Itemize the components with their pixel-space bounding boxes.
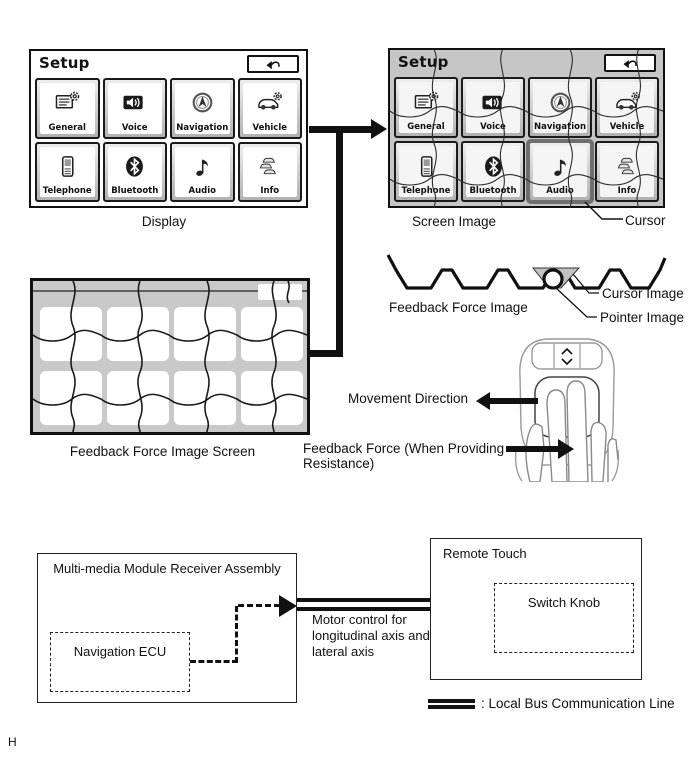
- tile-label: Info: [617, 186, 637, 196]
- general-icon: [413, 91, 440, 114]
- voice-icon: [121, 91, 148, 114]
- motor-control-note: Motor control for longitudinal axis and lateral axis: [312, 612, 430, 659]
- remote-touch-title: Remote Touch: [443, 546, 527, 561]
- cursor-label: Cursor: [625, 213, 666, 228]
- setup-tile-navigation[interactable]: [170, 78, 235, 139]
- feedback-force-label: Feedback Force (When Providing Resistance): [303, 441, 505, 471]
- vehicle-icon: [614, 91, 641, 114]
- setup-tile-vehicle[interactable]: [595, 77, 659, 138]
- tile-label: Bluetooth: [469, 186, 517, 196]
- receiver-assembly-title: Multi-media Module Receiver Assembly: [53, 561, 281, 576]
- navigation-ecu-label: Navigation ECU: [73, 644, 167, 659]
- setup-title: Setup: [39, 54, 90, 72]
- receiver-assembly-box: [37, 553, 297, 703]
- remote-touch-box: [430, 538, 642, 680]
- setup-tile-voice[interactable]: [103, 78, 168, 139]
- cursor-image-label: Cursor Image: [602, 286, 684, 301]
- general-icon: [54, 91, 81, 114]
- tile-label: Navigation: [534, 122, 586, 132]
- screen-image-header: [390, 50, 663, 76]
- tile-label: General: [407, 122, 445, 132]
- vehicle-icon: [256, 91, 283, 114]
- pointer-image-label: Pointer Image: [600, 310, 685, 325]
- legend-label: : Local Bus Communication Line: [481, 696, 675, 711]
- back-button[interactable]: [247, 55, 299, 73]
- telephone-icon: [54, 155, 81, 178]
- setup-tile-bluetooth[interactable]: [461, 141, 525, 202]
- pointer-image-circle: [544, 270, 562, 288]
- screen-image-panel: [388, 48, 665, 208]
- setup-title: Setup: [398, 53, 449, 71]
- back-icon: [262, 58, 284, 71]
- navigation-icon: [189, 91, 216, 114]
- telephone-icon: [413, 155, 440, 178]
- feedback-force-image-label: Feedback Force Image: [389, 300, 528, 315]
- setup-tile-telephone[interactable]: [35, 142, 100, 203]
- tile-label: General: [48, 122, 86, 133]
- setup-tile-general[interactable]: [394, 77, 458, 138]
- switch-knob-box: [494, 583, 634, 653]
- setup-tile-bluetooth[interactable]: [103, 142, 168, 203]
- page-marker: H: [8, 735, 17, 749]
- tile-label: Audio: [188, 186, 216, 196]
- tile-label: Vehicle: [609, 122, 645, 132]
- display-caption: Display: [141, 214, 187, 229]
- feedback-force-image-screen: [30, 278, 310, 435]
- feedback-screen-caption: Feedback Force Image Screen: [69, 444, 256, 459]
- tile-label: Telephone: [401, 186, 451, 196]
- back-button[interactable]: [604, 54, 656, 72]
- switch-knob-label: Switch Knob: [527, 595, 601, 610]
- tile-label: Vehicle: [252, 122, 288, 133]
- setup-tile-audio[interactable]: [170, 142, 235, 203]
- movement-direction-label: Movement Direction: [348, 391, 469, 406]
- info-icon: [256, 155, 283, 178]
- tile-label: Voice: [121, 122, 148, 133]
- cursor-leader-line: [580, 200, 625, 225]
- setup-tile-grid: [35, 78, 302, 202]
- navigation-icon: [547, 91, 574, 114]
- setup-tile-navigation[interactable]: [528, 77, 592, 138]
- setup-tile-info[interactable]: [238, 142, 303, 203]
- setup-tile-grid: [394, 77, 659, 202]
- screen-image-caption: Screen Image: [412, 214, 497, 229]
- tile-label: Voice: [480, 122, 506, 132]
- tile-label: Bluetooth: [111, 186, 159, 196]
- setup-tile-audio-cursor[interactable]: [528, 141, 592, 202]
- audio-icon: [547, 155, 574, 178]
- tile-label: Telephone: [42, 186, 92, 196]
- setup-tile-info[interactable]: [595, 141, 659, 202]
- hand-fingers: [526, 381, 618, 482]
- display-panel: [29, 49, 308, 208]
- display-panel-header: [31, 51, 306, 77]
- tile-label: Navigation: [176, 122, 229, 133]
- setup-tile-vehicle[interactable]: [238, 78, 303, 139]
- audio-icon: [189, 155, 216, 178]
- wave-line: [388, 255, 665, 288]
- remote-touch-knob-illustration: [496, 330, 638, 482]
- feedback-screen-art: [33, 281, 307, 432]
- bluetooth-icon: [480, 155, 507, 178]
- back-icon: [619, 57, 641, 70]
- setup-tile-voice[interactable]: [461, 77, 525, 138]
- bluetooth-icon: [121, 155, 148, 178]
- tile-label: Audio: [546, 186, 574, 196]
- info-icon: [614, 155, 641, 178]
- voice-icon: [480, 91, 507, 114]
- tile-label: Info: [260, 186, 280, 196]
- setup-tile-telephone[interactable]: [394, 141, 458, 202]
- setup-tile-general[interactable]: [35, 78, 100, 139]
- navigation-ecu-box: [50, 632, 190, 692]
